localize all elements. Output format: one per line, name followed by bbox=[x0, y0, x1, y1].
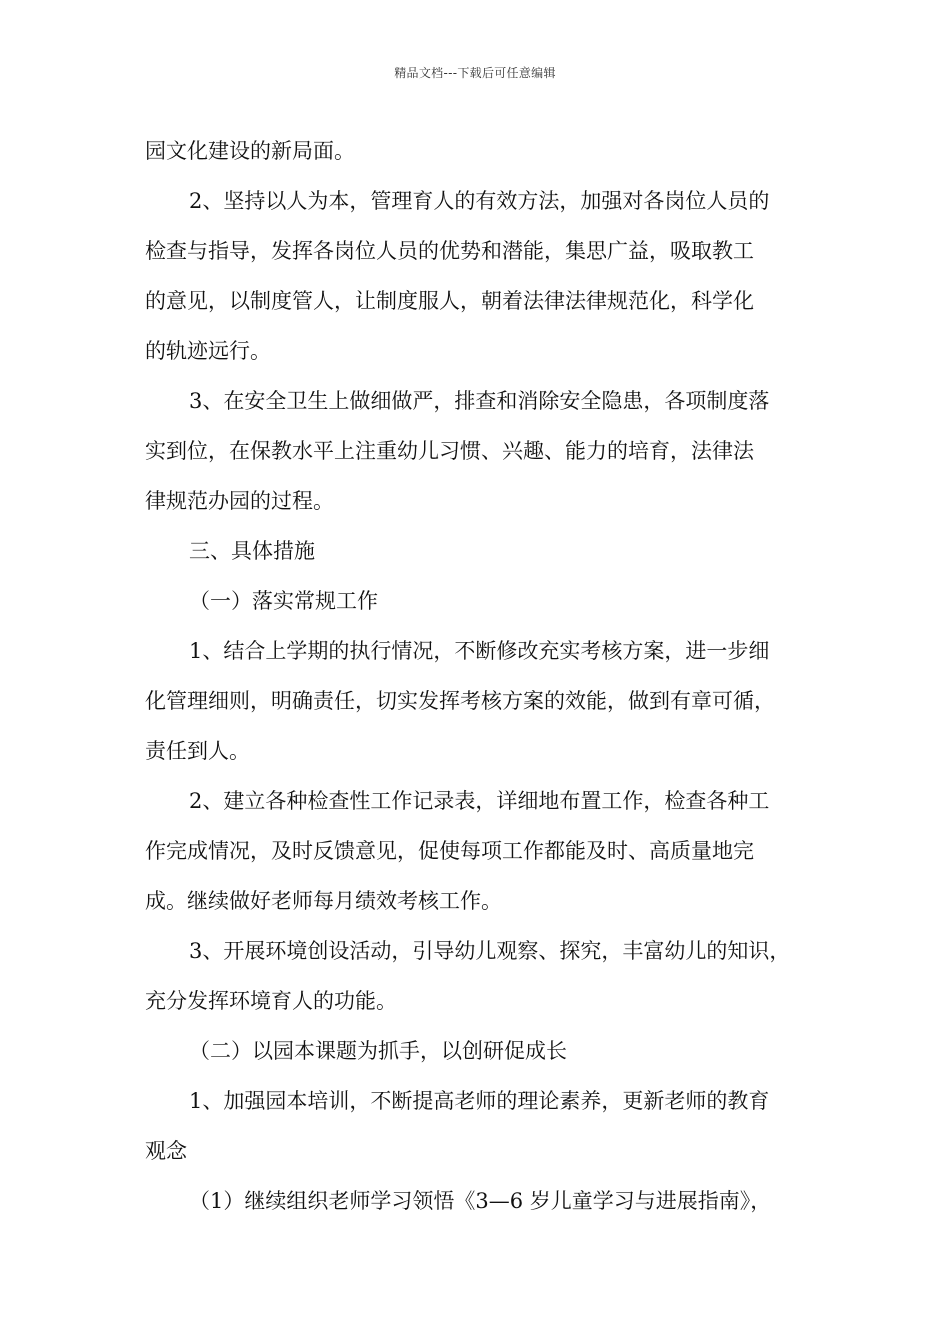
document-body bbox=[145, 126, 831, 1226]
paragraph-line: 成。继续做好老师每月绩效考核工作。 bbox=[145, 889, 502, 913]
paragraph-line: 1、结合上学期的执行情况，不断修改充实考核方案，进一步细 bbox=[189, 639, 770, 663]
page-header: 精品文档---下载后可任意编辑 bbox=[394, 66, 556, 80]
paragraph-line: 2、建立各种检查性工作记录表，详细地布置工作，检查各种工 bbox=[189, 789, 770, 813]
paragraph-line: 的意见，以制度管人，让制度服人，朝着法律法律规范化，科学化 bbox=[145, 289, 754, 313]
paragraph-line: 3、在安全卫生上做细做严，排查和消除安全隐患，各项制度落 bbox=[189, 389, 770, 413]
paragraph-line: 化管理细则，明确责任，切实发挥考核方案的效能，做到有章可循， bbox=[145, 689, 775, 713]
subsection-heading: （一）落实常规工作 bbox=[189, 589, 378, 613]
paragraph-line: 观念 bbox=[145, 1139, 187, 1163]
paragraph-line: 律规范办园的过程。 bbox=[145, 489, 334, 513]
paragraph-line: 3、开展环境创设活动，引导幼儿观察、探究，丰富幼儿的知识， bbox=[189, 939, 791, 963]
paragraph-line: 充分发挥环境育人的功能。 bbox=[145, 989, 397, 1013]
paragraph-line: 1、加强园本培训，不断提高老师的理论素养，更新老师的教育 bbox=[189, 1089, 770, 1113]
subsection-heading: （二）以园本课题为抓手，以创研促成长 bbox=[189, 1039, 567, 1063]
section-heading: 三、具体措施 bbox=[189, 539, 315, 563]
paragraph-line: 责任到人。 bbox=[145, 739, 250, 763]
paragraph-line: 2、坚持以人为本，管理育人的有效方法，加强对各岗位人员的 bbox=[189, 189, 770, 213]
paragraph-line: 实到位，在保教水平上注重幼儿习惯、兴趣、能力的培育，法律法 bbox=[145, 439, 754, 463]
paragraph-line: 园文化建设的新局面。 bbox=[145, 139, 355, 163]
paragraph-line: 检查与指导，发挥各岗位人员的优势和潜能，集思广益，吸取教工 bbox=[145, 239, 754, 263]
paragraph-line: 作完成情况，及时反馈意见，促使每项工作都能及时、高质量地完 bbox=[145, 839, 754, 863]
paragraph-line: （1）继续组织老师学习领悟《3—6 岁儿童学习与进展指南》， bbox=[189, 1189, 772, 1213]
paragraph-line: 的轨迹远行。 bbox=[145, 339, 271, 363]
